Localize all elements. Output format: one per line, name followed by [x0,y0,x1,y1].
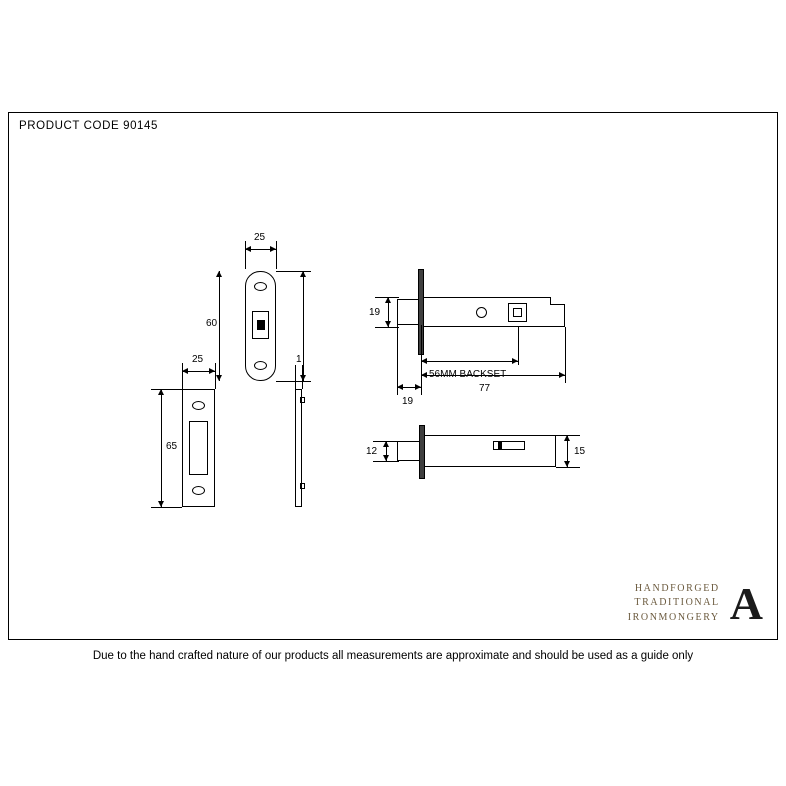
brand-line-1: HANDFORGED [634,582,720,594]
ext-line-backset-right [518,327,519,365]
dim-arrow-v5-bolt-top [383,441,389,447]
dim-line-overall [421,375,565,376]
dim-arrow-v1-h2-top [216,271,222,277]
dim-arrow-overall-right [559,372,565,378]
brand-line-3: IRONMONGERY [627,611,720,623]
dim-arrow-v1-height-top [300,271,306,277]
dim-arrow-v5-case-top [564,435,570,441]
forend-edge-top-tab [300,397,305,403]
dim-arrow-v1-height-bottom [300,375,306,381]
dim-arrow-overall-left [421,372,427,378]
brand-logo [627,577,763,629]
dim-arrow-v4-bolt-right [415,384,421,390]
dim-label-plate-width: 25 [192,354,204,365]
plan-bolt [397,299,420,325]
dim-label-backset: 56MM BACKSET [429,369,507,380]
square-forend-aperture [189,421,208,475]
radius-forend-bolt-core [257,320,265,330]
ext-line-v2-bottom [151,507,182,508]
radius-forend-bottom-hole [254,361,267,370]
brand-line-2: TRADITIONAL [634,597,720,608]
side-case-body [424,435,556,467]
side-latch-slot-bar [498,441,502,450]
dim-line-v2-height [161,389,162,507]
ext-line-v2-top [151,389,182,390]
drawing-sheet [8,112,778,640]
dim-arrow-v2-height-bottom [158,501,164,507]
forend-edge-bottom-tab [300,483,305,489]
dim-label-case-height: 19 [369,307,381,318]
ext-line-v3-right [302,365,303,389]
plan-spindle-hole-inner [513,308,522,317]
ext-line-v4-bot [375,327,399,328]
ext-line-v3-left [295,365,296,389]
ext-line-v1-right [276,241,277,269]
anvil-icon: A [729,577,763,629]
radius-forend-top-hole [254,282,267,291]
dim-label-bolt-projection: 19 [402,396,414,407]
dim-arrow-backset-left [421,358,427,364]
dim-arrow-v4-height-top [385,297,391,303]
square-forend-top-hole [192,401,205,410]
ext-line-overall-right [565,327,566,383]
dim-arrow-v1-h2-bottom [216,375,222,381]
ext-line-v2-left [182,363,183,389]
plan-case-body [423,297,565,327]
dim-arrow-v1-width-right [270,246,276,252]
ext-line-v1-h-left [219,271,220,381]
dim-arrow-v4-bolt-left [397,384,403,390]
plan-tail-slot [550,297,565,305]
dim-label-plate-thickness: 1 [296,354,302,365]
dim-arrow-backset-right [512,358,518,364]
dim-label-case-width: 15 [574,446,586,457]
product-code: PRODUCT CODE 90145 [19,120,159,132]
square-forend-bottom-hole [192,486,205,495]
ext-line-v5-bolt-bot [373,461,399,462]
dim-label-forend-height: 60 [206,318,218,329]
ext-line-v5-case-bot [556,467,580,468]
ext-line-v2-right [215,363,216,389]
dim-line-v1-height [303,271,304,381]
dim-arrow-v5-bolt-bottom [383,455,389,461]
dim-line-backset [421,361,518,362]
dim-label-bolt-width: 12 [366,446,378,457]
footer-note: Due to the hand crafted nature of our products all measurements are approximate and should be used as a guide only [92,650,694,662]
ext-line-v1-bottom [276,381,311,382]
dim-arrow-v2-height-top [158,389,164,395]
brand-logo-text [628,582,720,626]
forend-edge-plate [295,389,302,507]
dim-arrow-v4-height-bottom [385,321,391,327]
dim-label-plate-height: 65 [166,441,178,452]
dim-arrow-v5-case-bottom [564,461,570,467]
side-bolt [397,441,421,461]
dim-label-overall-length: 77 [479,383,491,394]
dim-label-forend-width: 25 [254,232,266,243]
dim-arrow-v2-width-right [209,368,215,374]
dim-arrow-v2-width-left [182,368,188,374]
dim-arrow-v1-width-left [245,246,251,252]
plan-fixing-hole [476,307,487,318]
